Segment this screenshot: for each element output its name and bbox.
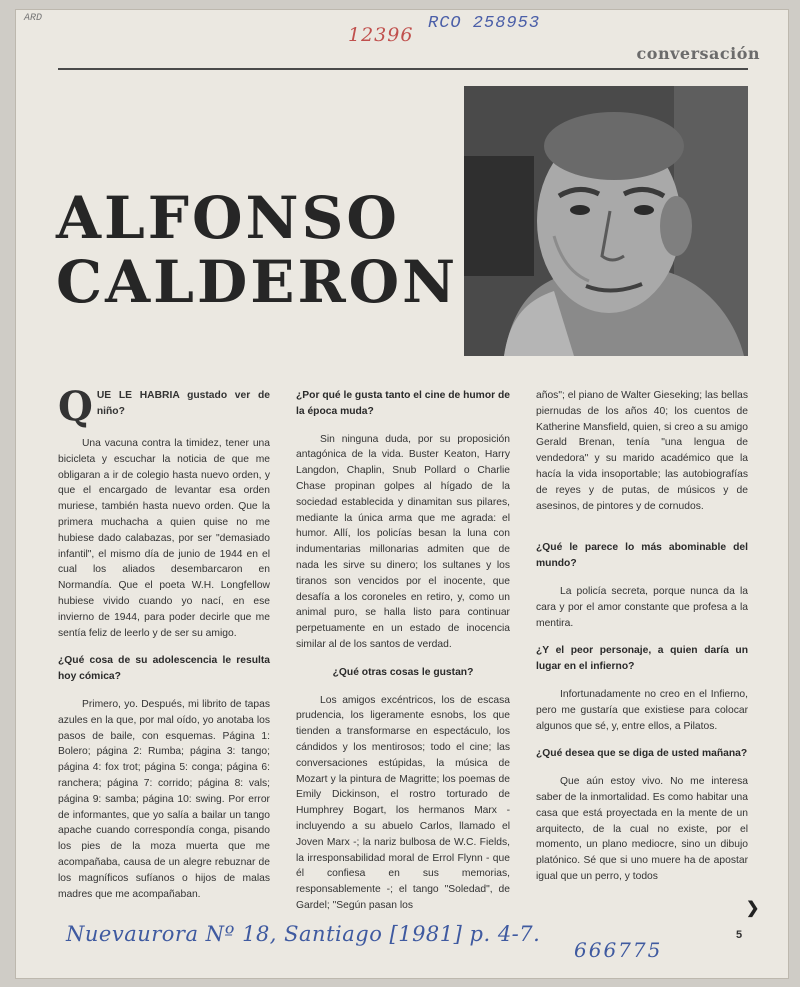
title-line-1: ALFONSO — [56, 184, 400, 252]
portrait-photo — [464, 86, 748, 356]
corner-mark: ARD — [24, 13, 43, 24]
answer-2: Primero, yo. Después, mi librito de tapas azules en la que, por mal oído, yo anotaba los pasos de baile, con esquemas. Página 1: Bolero; página 2: Rumba; página 3: tango; página 4: fox trot; página 5: conga; página 6: ranchera; página 7: corrido; página 8: vals; página 9: samba; página 10: swing. Por error de informantes, que yo salía a bailar un tango apache cuando correspondía conga, pisando los pies de la moza muerta que me acompañaba, causa de un alegre rebuznar de los magníficos sufíanos o hijos de malas madres que me acompañaban. — [58, 698, 270, 900]
question-2: ¿Qué cosa de su adolescencia le resulta hoy cómica? — [58, 655, 270, 683]
article-column-2 — [296, 388, 510, 926]
question-4: ¿Qué otras cosas le gustan? — [332, 666, 474, 678]
article-column-1 — [58, 383, 270, 914]
answer-6: Infortunadamente no creo en el Infierno, pero me gustaría que existiese para colocar algunos que sé, y, entre ellos, a Pilatos. — [536, 688, 748, 732]
title-line-2: CALDERON — [56, 248, 459, 316]
question-1-text: UE LE HABRIA gustado ver de niño? — [96, 390, 270, 417]
answer-1: Una vacuna contra la timidez, tener una bicicleta y escuchar la noticia de que me obligaran a ir de colegio hasta nuevo orden, y que el encargado de levantar esa orden muriese, también hasta nuevo orden. Que la primera muchacha a quien quise no me hubiese dado calabazas, por ser "demasiado infantil", el mismo día de junio de 1944 en el cual los aliados desembarcaron en Normandía. Que el poeta W.H. Longfellow hubiese vivido cuando yo nací, en ese invierno de 1944, para poder decirle que me sentía feliz de leerlo y de ser su amigo. — [58, 438, 270, 639]
continue-arrow-icon: ❯ — [746, 900, 760, 917]
red-catalog-number: 12396 — [348, 24, 414, 46]
article-column-3 — [536, 388, 748, 897]
handwritten-citation: Nuevaurora Nº 18, Santiago [1981] p. 4-7. — [66, 922, 541, 946]
question-6: ¿Y el peor personaje, a quien daría un lugar en el infierno? — [536, 645, 748, 673]
answer-3: Sin ninguna duda, por su proposición antagónica de la vida. Buster Keaton, Harry Langdon, Chaplin, Snub Pollard o Charlie Chase propinan golpes al hígado de la sociedad establecida y dinamitan sus pilares, mediante la única arma que me agrada: el humor. Allí, los policías besan la luna con indumentarias millonarias admiten que de nada les sirve su dinero; los sultanes y los tiranos son vencidos por el inocente, que desafía a los coroneles en retiro, y, como un animal puro, se halla listo para continuar perpetuamente en un estado de inocencia similar al de los santos de verdad. — [296, 433, 510, 650]
question-3: ¿Por qué le gusta tanto el cine de humor de la época muda? — [296, 390, 510, 417]
handwritten-code: 666775 — [574, 938, 663, 962]
drop-cap: Q — [58, 383, 93, 430]
answer-7: Que aún estoy vivo. No me interesa saber de la inmortalidad. Es como habitar una casa que está proyectada en la mente de un arquitecto, de la cual no existe, por el momento, un plano mediocre, sino un dibujo platónico. Sé que si uno muere ha de apostar igual que un perro, y todos — [536, 776, 748, 882]
question-5: ¿Qué le parece lo más abominable del mundo? — [536, 542, 748, 570]
page-number: 5 — [736, 929, 743, 941]
archive-stamp: RCO 258953 — [428, 14, 541, 33]
answer-5: La policía secreta, porque nunca da la cara y por el amor constante que profesa a la mentira. — [536, 585, 748, 629]
answer-4: Los amigos excéntricos, los de escasa prudencia, los ligeramente esnobs, los que tienden a transformarse en espectáculo, los cándidos y los mentirosos; todo el cine; las conversaciones estúpidas, la música de Mozart y la pintura de Magritte; los poemas de Emily Dickinson, el rostro torturado de Humphrey Bogart, los hermanos Marx - incluyendo a su abuelo Carlos, llamado el Joven Marx -; la nariz bulbosa de W.C. Fields, la irresponsabilidad moral de Errol Flynn - que él confiesa en sus memorias, responsablemente -; el tango "Soledad", de Gardel; "Según pasan los — [296, 694, 510, 911]
section-tag: conversación — [636, 44, 760, 63]
answer-4-continued: años"; el piano de Walter Gieseking; las bellas piernudas de los años 40; los cuentos de Katherine Mansfield, quien, si creo a su amigo Gerald Brenan, tenía "una lengua de vendedora" y su marido académico que la hacía la vida insoportable; las autobiografías de reyes y de putas, de músicos y de asesinos, de pintores y de cornudos. — [536, 390, 748, 512]
article-title — [56, 186, 458, 314]
portrait-illustration — [464, 86, 748, 356]
question-1 — [58, 383, 270, 430]
header-rule — [58, 68, 748, 70]
question-7: ¿Qué desea que se diga de usted mañana? — [536, 748, 748, 760]
